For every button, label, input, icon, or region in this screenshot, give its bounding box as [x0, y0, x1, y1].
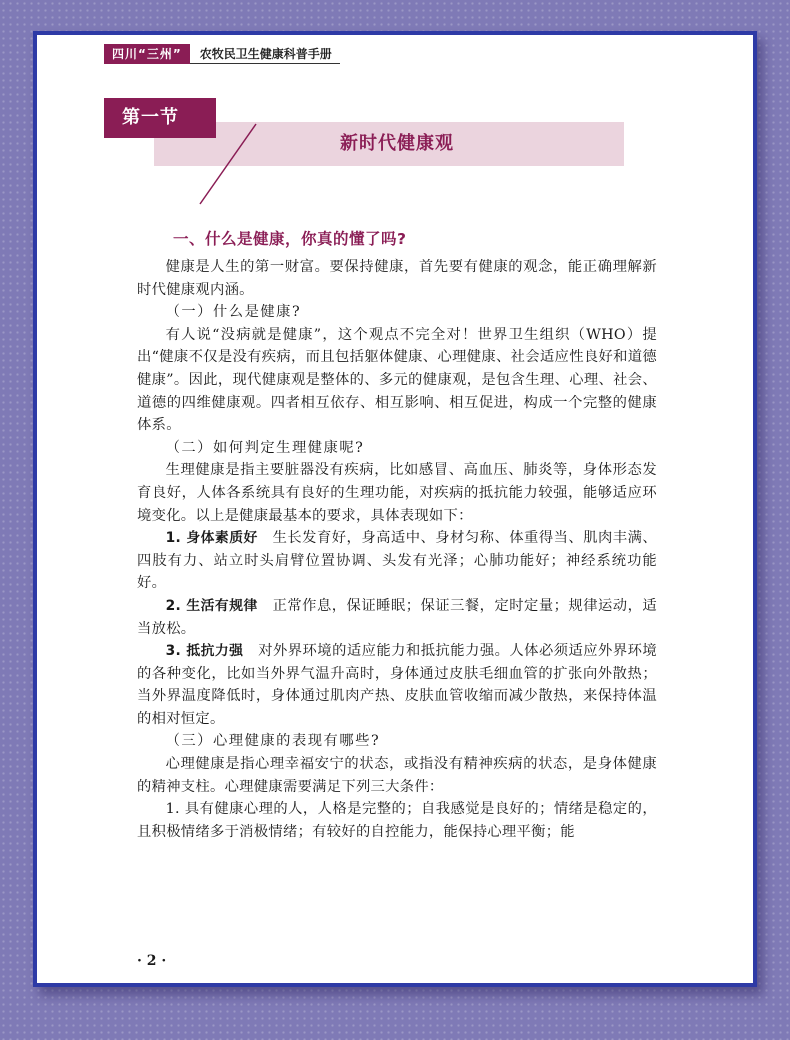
item-label: 1. 身体素质好	[165, 530, 258, 547]
paragraph: 1. 具有健康心理的人，人格是完整的；自我感觉是良好的；情绪是稳定的，且积极情绪多于消极情绪；有较好的自控能力，能保持心理平衡；能	[137, 801, 657, 840]
section-title: 新时代健康观	[340, 133, 454, 154]
body-text	[137, 228, 657, 843]
running-head	[104, 44, 340, 64]
item-text: 生长发育好，身高适中、身材匀称、体重得当、肌肉丰满、四肢有力、站立时头肩臂位置协调、头发有光泽；心肺功能好；神经系统功能好。	[137, 530, 657, 592]
subheading: （一）什么是健康?	[165, 304, 302, 321]
series-tag: 四川“三州”	[104, 44, 190, 64]
paragraph: 生理健康是指主要脏器没有疾病，比如感冒、高血压、肺炎等，身体形态发育良好，人体各系统具有良好的生理功能，对疾病的抵抗能力较强，能够适应环境变化。以上是健康最基本的要求，具体表现如下：	[137, 462, 657, 524]
section-number: 第一节	[104, 98, 216, 138]
list-item	[137, 595, 657, 640]
heading-what-is-health: 一、什么是健康，你真的懂了吗?	[173, 230, 407, 248]
list-item	[137, 640, 657, 730]
paragraph: 健康是人生的第一财富。要保持健康，首先要有健康的观念，能正确理解新时代健康观内涵。	[137, 259, 657, 298]
subheading: （三）心理健康的表现有哪些?	[165, 733, 381, 750]
section-header	[104, 98, 624, 178]
item-label: 2. 生活有规律	[165, 597, 258, 614]
list-item	[137, 527, 657, 595]
item-text: 对外界环境的适应能力和抵抗能力强。人体必须适应外界环境的各种变化，比如当外界气温升高时，身体通过皮肤毛细血管的扩张向外散热；当外界温度降低时，身体通过肌肉产热、皮肤血管收缩而减少散热，来保持体温的相对恒定。	[137, 643, 657, 727]
page-number: · 2 ·	[137, 953, 167, 969]
paragraph: 有人说“没病就是健康”，这个观点不完全对！世界卫生组织（WHO）提出“健康不仅是没有疾病，而且包括躯体健康、心理健康、社会适应性良好和道德健康”。因此，现代健康观是整体的、多元的健康观，是包含生理、心理、社会、道德的四维健康观。四者相互依存、相互影响、相互促进，构成一个完整的健康体系。	[137, 326, 657, 434]
item-text: 正常作息，保证睡眠；保证三餐，定时定量；规律运动，适当放松。	[137, 597, 657, 637]
book-title: 农牧民卫生健康科普手册	[190, 44, 340, 64]
item-label: 3. 抵抗力强	[165, 643, 244, 660]
paragraph: 心理健康是指心理幸福安宁的状态，或指没有精神疾病的状态，是身体健康的精神支柱。心理健康需要满足下列三大条件：	[137, 756, 657, 795]
subheading: （二）如何判定生理健康呢?	[165, 439, 365, 456]
